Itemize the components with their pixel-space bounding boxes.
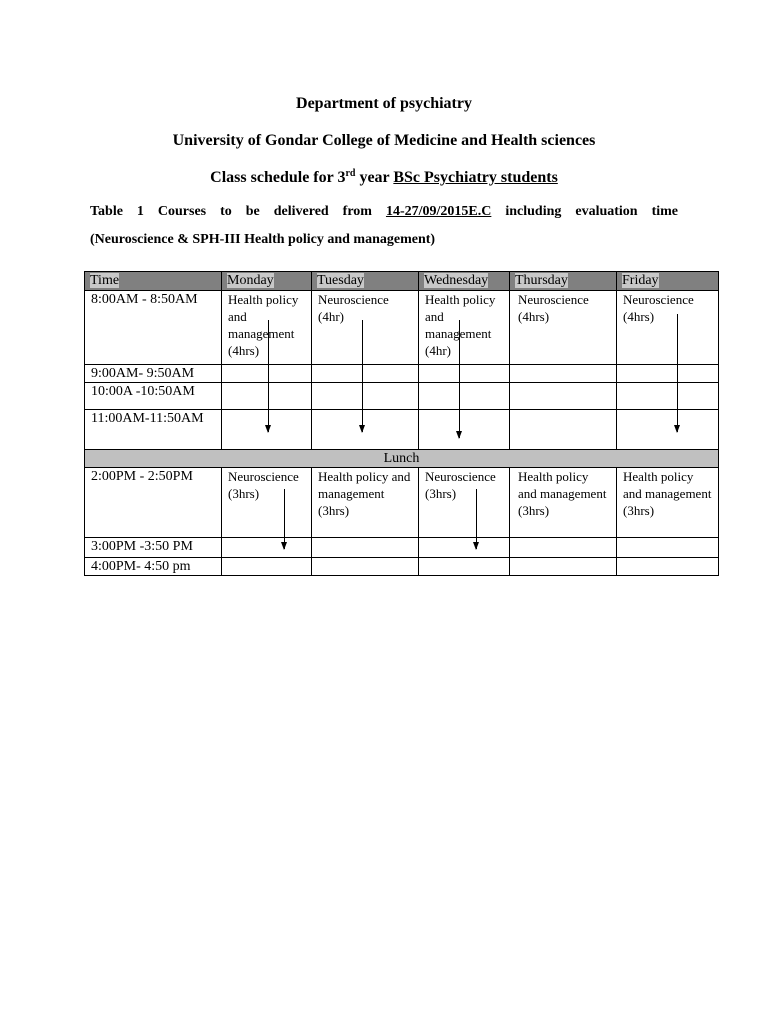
table-row [85, 468, 719, 538]
time-slot-cell: 9:00AM- 9:50AM [85, 365, 222, 383]
time-slot-cell: 8:00AM - 8:50AM [85, 291, 222, 365]
course-cell-tuesday-morning: Neuroscience (4hr) [312, 291, 419, 365]
caption-part2: including evaluation time [491, 204, 678, 219]
class-schedule-table [84, 271, 719, 576]
time-slot-cell: 10:00A -10:50AM [85, 383, 222, 410]
table-row [85, 365, 719, 383]
table-header-row [85, 272, 719, 291]
caption-dates: 14-27/09/2015E.C [385, 204, 492, 219]
course-cell-monday-morning: Health policy and management (4hrs) [222, 291, 312, 365]
course-cell-wednesday-morning: Health policy and management (4hr) [419, 291, 510, 365]
continuation-arrow-wednesday-afternoon [476, 489, 477, 549]
header-cell-tuesday: Tuesday [312, 272, 419, 291]
header-cell-monday: Monday [222, 272, 312, 291]
table-row [85, 291, 719, 365]
table-row [85, 538, 719, 558]
university-title: University of Gondar College of Medicine and Health sciences [172, 132, 596, 149]
schedule-title-ordinal: rd [345, 168, 356, 179]
header-cell-friday: Friday [617, 272, 719, 291]
lunch-cell: Lunch [85, 450, 719, 468]
continuation-arrow-wednesday-morning [459, 320, 460, 438]
course-cell-monday-afternoon: Neuroscience (3hrs) [222, 468, 312, 538]
table-caption-line2: (Neuroscience & SPH-III Health policy and management) [90, 232, 436, 247]
time-slot-cell: 4:00PM- 4:50 pm [85, 558, 222, 576]
course-cell-wednesday-afternoon: Neuroscience (3hrs) [419, 468, 510, 538]
course-cell-tuesday-afternoon: Health policy and management (3hrs) [312, 468, 419, 538]
header-cell-time: Time [85, 272, 222, 291]
continuation-arrow-monday-afternoon [284, 489, 285, 549]
table-caption-line1 [90, 203, 678, 221]
course-cell-friday-morning: Neuroscience (4hrs) [617, 291, 719, 365]
schedule-title [0, 168, 768, 188]
continuation-arrow-monday-morning [268, 320, 269, 432]
time-slot-cell: 11:00AM-11:50AM [85, 410, 222, 450]
lunch-row [85, 450, 719, 468]
time-slot-cell: 2:00PM - 2:50PM [85, 468, 222, 538]
continuation-arrow-friday-morning [677, 314, 678, 432]
schedule-title-prefix: Class schedule for 3 [210, 169, 346, 186]
schedule-title-program: BSc Psychiatry students [393, 169, 558, 186]
schedule-title-mid: year [355, 169, 394, 186]
table-row [85, 383, 719, 410]
table-row [85, 410, 719, 450]
header-cell-thursday: Thursday [510, 272, 617, 291]
continuation-arrow-tuesday-morning [362, 320, 363, 432]
table-row [85, 558, 719, 576]
course-cell-friday-afternoon: Health policy and management (3hrs) [617, 468, 719, 538]
time-slot-cell: 3:00PM -3:50 PM [85, 538, 222, 558]
header-cell-wednesday: Wednesday [419, 272, 510, 291]
department-title: Department of psychiatry [296, 95, 472, 112]
course-cell-thursday-morning: Neuroscience (4hrs) [510, 291, 617, 365]
course-cell-thursday-afternoon: Health policy and management (3hrs) [510, 468, 617, 538]
caption-part1: Table 1 Courses to be delivered from [90, 204, 386, 219]
